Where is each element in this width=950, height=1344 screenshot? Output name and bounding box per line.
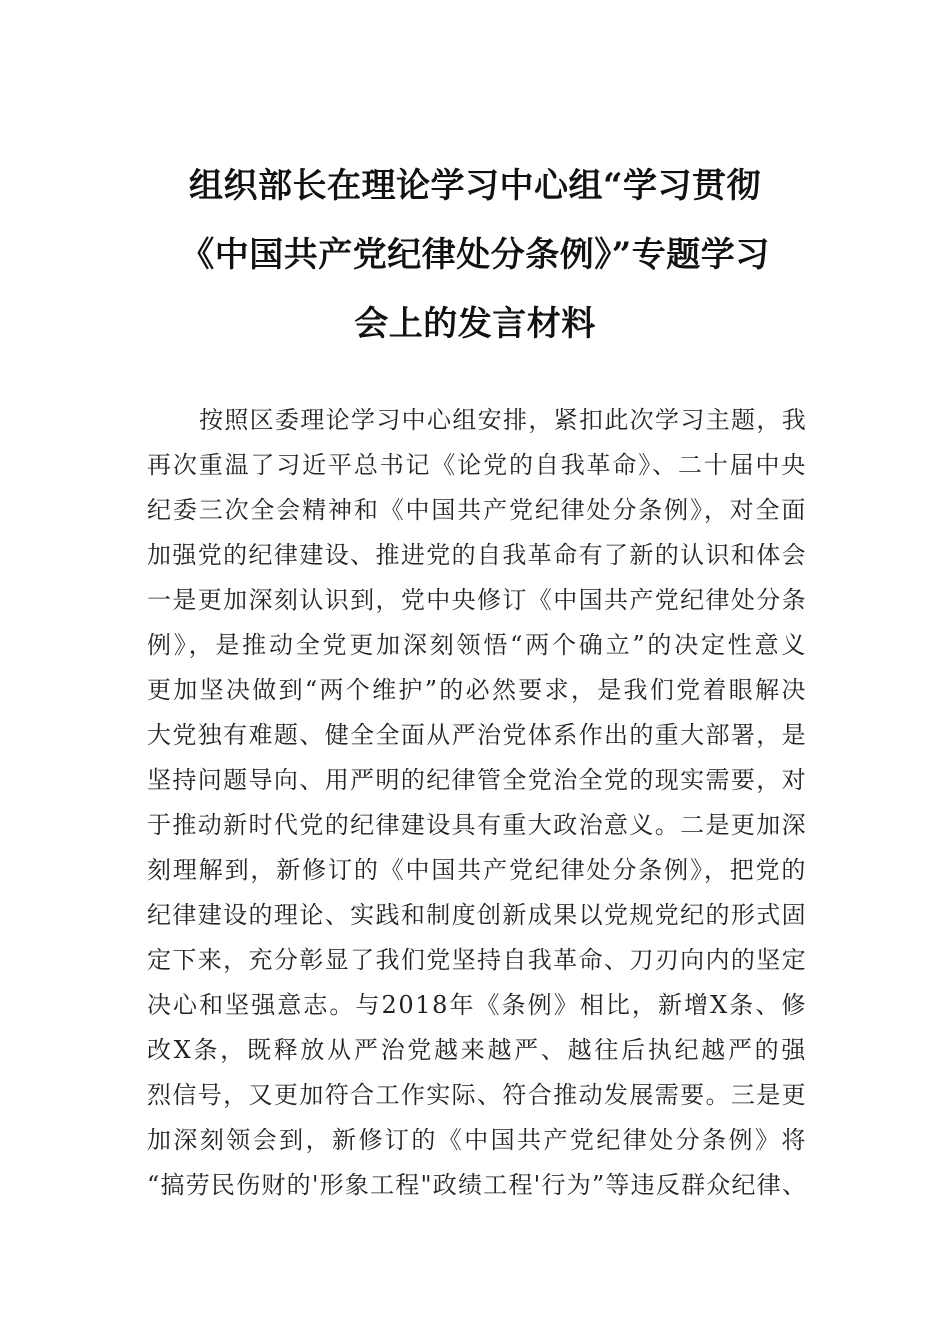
title-line-2: 《中国共产党纪律处分条例》”专题学习	[180, 235, 770, 275]
body-line-3: 纪委三次全会精神和《中国共产党纪律处分条例》，对全面	[147, 496, 807, 524]
body-line-12: 纪律建设的理论、实践和制度创新成果以党规党纪的形式固	[147, 901, 807, 929]
body-line-17: 加深刻领会到，新修订的《中国共产党纪律处分条例》将	[147, 1126, 807, 1154]
body-line-10: 于推动新时代党的纪律建设具有重大政治意义。二是更加深	[147, 811, 807, 839]
body-line-11: 刻理解到，新修订的《中国共产党纪律处分条例》，把党的	[147, 856, 807, 884]
body-line-15: 改X条，既释放从严治党越来越严、越往后执纪越严的强	[147, 1036, 807, 1064]
body-line-8: 大党独有难题、健全全面从严治党体系作出的重大部署，是	[147, 721, 807, 749]
body-line-16: 烈信号，又更加符合工作实际、符合推动发展需要。三是更	[147, 1081, 807, 1109]
document-title	[145, 152, 805, 359]
body-line-18: “搞劳民伤财的'形象工程"政绩工程'行为”等违反群众纪律、	[147, 1171, 807, 1199]
body-line-2: 再次重温了习近平总书记《论党的自我革命》、二十届中央	[147, 451, 807, 479]
body-line-6: 例》，是推动全党更加深刻领悟“两个确立”的决定性意义	[147, 631, 807, 659]
title-line-3: 会上的发言材料	[354, 304, 596, 344]
body-line-5: 一是更加深刻认识到，党中央修订《中国共产党纪律处分条	[147, 586, 807, 614]
body-line-9: 坚持问题导向、用严明的纪律管全党治全党的现实需要，对	[147, 766, 807, 794]
document-body	[147, 398, 807, 1208]
body-line-4: 加强党的纪律建设、推进党的自我革命有了新的认识和体会	[147, 541, 807, 569]
body-line-13: 定下来，充分彰显了我们党坚持自我革命、刀刃向内的坚定	[147, 946, 807, 974]
body-line-14: 决心和坚强意志。与2018年《条例》相比，新增X条、修	[147, 991, 807, 1019]
body-line-1: 按照区委理论学习中心组安排，紧扣此次学习主题，我	[199, 406, 807, 434]
title-line-1: 组织部长在理论学习中心组“学习贯彻	[188, 166, 762, 206]
body-line-7: 更加坚决做到“两个维护”的必然要求，是我们党着眼解决	[147, 676, 807, 704]
